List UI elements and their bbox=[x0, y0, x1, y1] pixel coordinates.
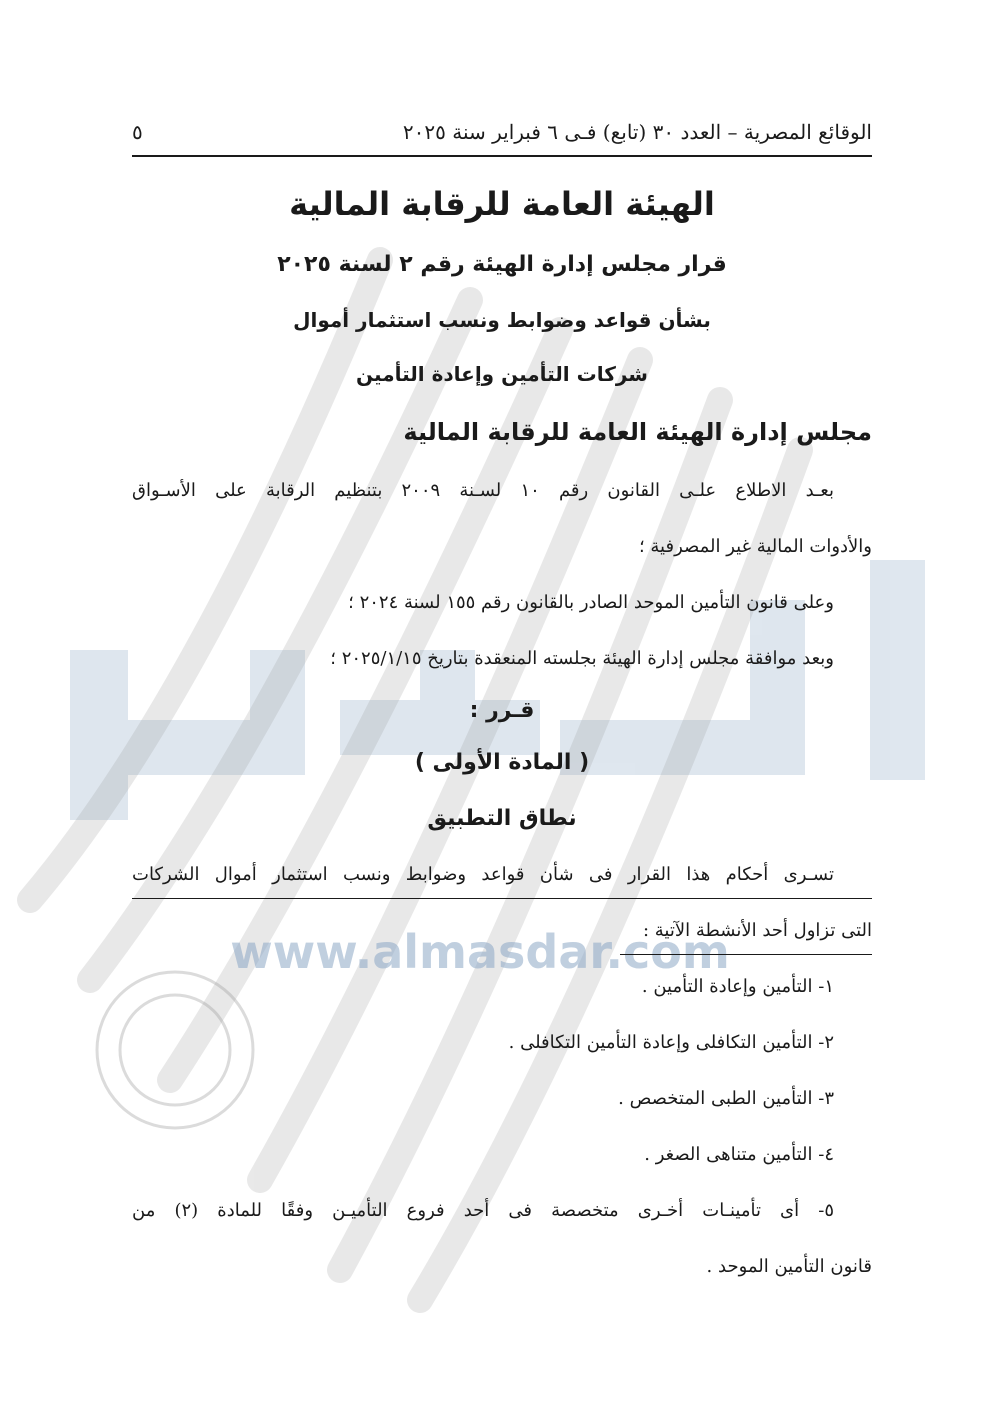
preamble-paragraph-1-line-2: والأدوات المالية غير المصرفية ؛ bbox=[638, 536, 872, 557]
preamble-paragraph-2: وعلى قانون التأمين الموحد الصادر بالقانون رقم ١٥٥ لسنة ٢٠٢٤ ؛ bbox=[348, 592, 834, 613]
page-number: ٥ bbox=[132, 120, 143, 144]
list-item: ١- التأمين وإعادة التأمين . bbox=[641, 976, 834, 997]
board-heading: مجلس إدارة الهيئة العامة للرقابة المالية bbox=[403, 418, 872, 446]
list-item: ٢- التأمين التكافلى وإعادة التأمين التكافلى . bbox=[508, 1032, 834, 1053]
watermark-url: www.almasdar.com bbox=[230, 925, 730, 979]
preamble-paragraph-1-line-1: بعـد الاطلاع علـى القانون رقم ١٠ لسـنة ٢٠٠٩ بتنظيم الرقابة على الأسـواق bbox=[132, 480, 834, 501]
decree-subject-line-2: شركات التأمين وإعادة التأمين bbox=[356, 362, 648, 386]
article-title: ( المادة الأولى ) bbox=[414, 750, 590, 775]
preamble-paragraph-3: وبعد موافقة مجلس إدارة الهيئة بجلسته المنعقدة بتاريخ ٢٠٢٥/١/١٥ ؛ bbox=[330, 648, 834, 669]
list-item: ٣- التأمين الطبى المتخصص . bbox=[618, 1088, 834, 1109]
article-body-line-2: التى تزاول أحد الأنشطة الآتية : bbox=[643, 920, 872, 941]
list-item: ٥- أى تأمينـات أخـرى متخصصة فى أحد فروع التأميـن وفقًا للمادة (٢) من bbox=[132, 1200, 834, 1221]
running-header bbox=[132, 112, 872, 152]
header-rule bbox=[132, 155, 872, 157]
decree-subject-line-1: بشأن قواعد وضوابط ونسب استثمار أموال bbox=[293, 308, 711, 332]
article-subtitle: نطاق التطبيق bbox=[427, 806, 577, 831]
list-item-continuation: قانون التأمين الموحد . bbox=[706, 1256, 872, 1277]
article-body-rule-2 bbox=[620, 954, 872, 955]
gazette-issue-text: الوقائع المصرية – العدد ٣٠ (تابع) فـى ٦ فبراير سنة ٢٠٢٥ bbox=[402, 120, 872, 144]
list-item: ٤- التأمين متناهى الصغر . bbox=[644, 1144, 834, 1165]
decree-title: قرار مجلس إدارة الهيئة رقم ٢ لسنة ٢٠٢٥ bbox=[277, 252, 727, 277]
authority-title: الهيئة العامة للرقابة المالية bbox=[289, 185, 715, 223]
article-body-rule-1 bbox=[132, 898, 872, 899]
decided-heading: قـرر : bbox=[469, 698, 535, 723]
article-body-line-1: تسـرى أحكام هذا القرار فى شأن قواعد وضوابط ونسب استثمار أموال الشركات bbox=[132, 864, 834, 885]
